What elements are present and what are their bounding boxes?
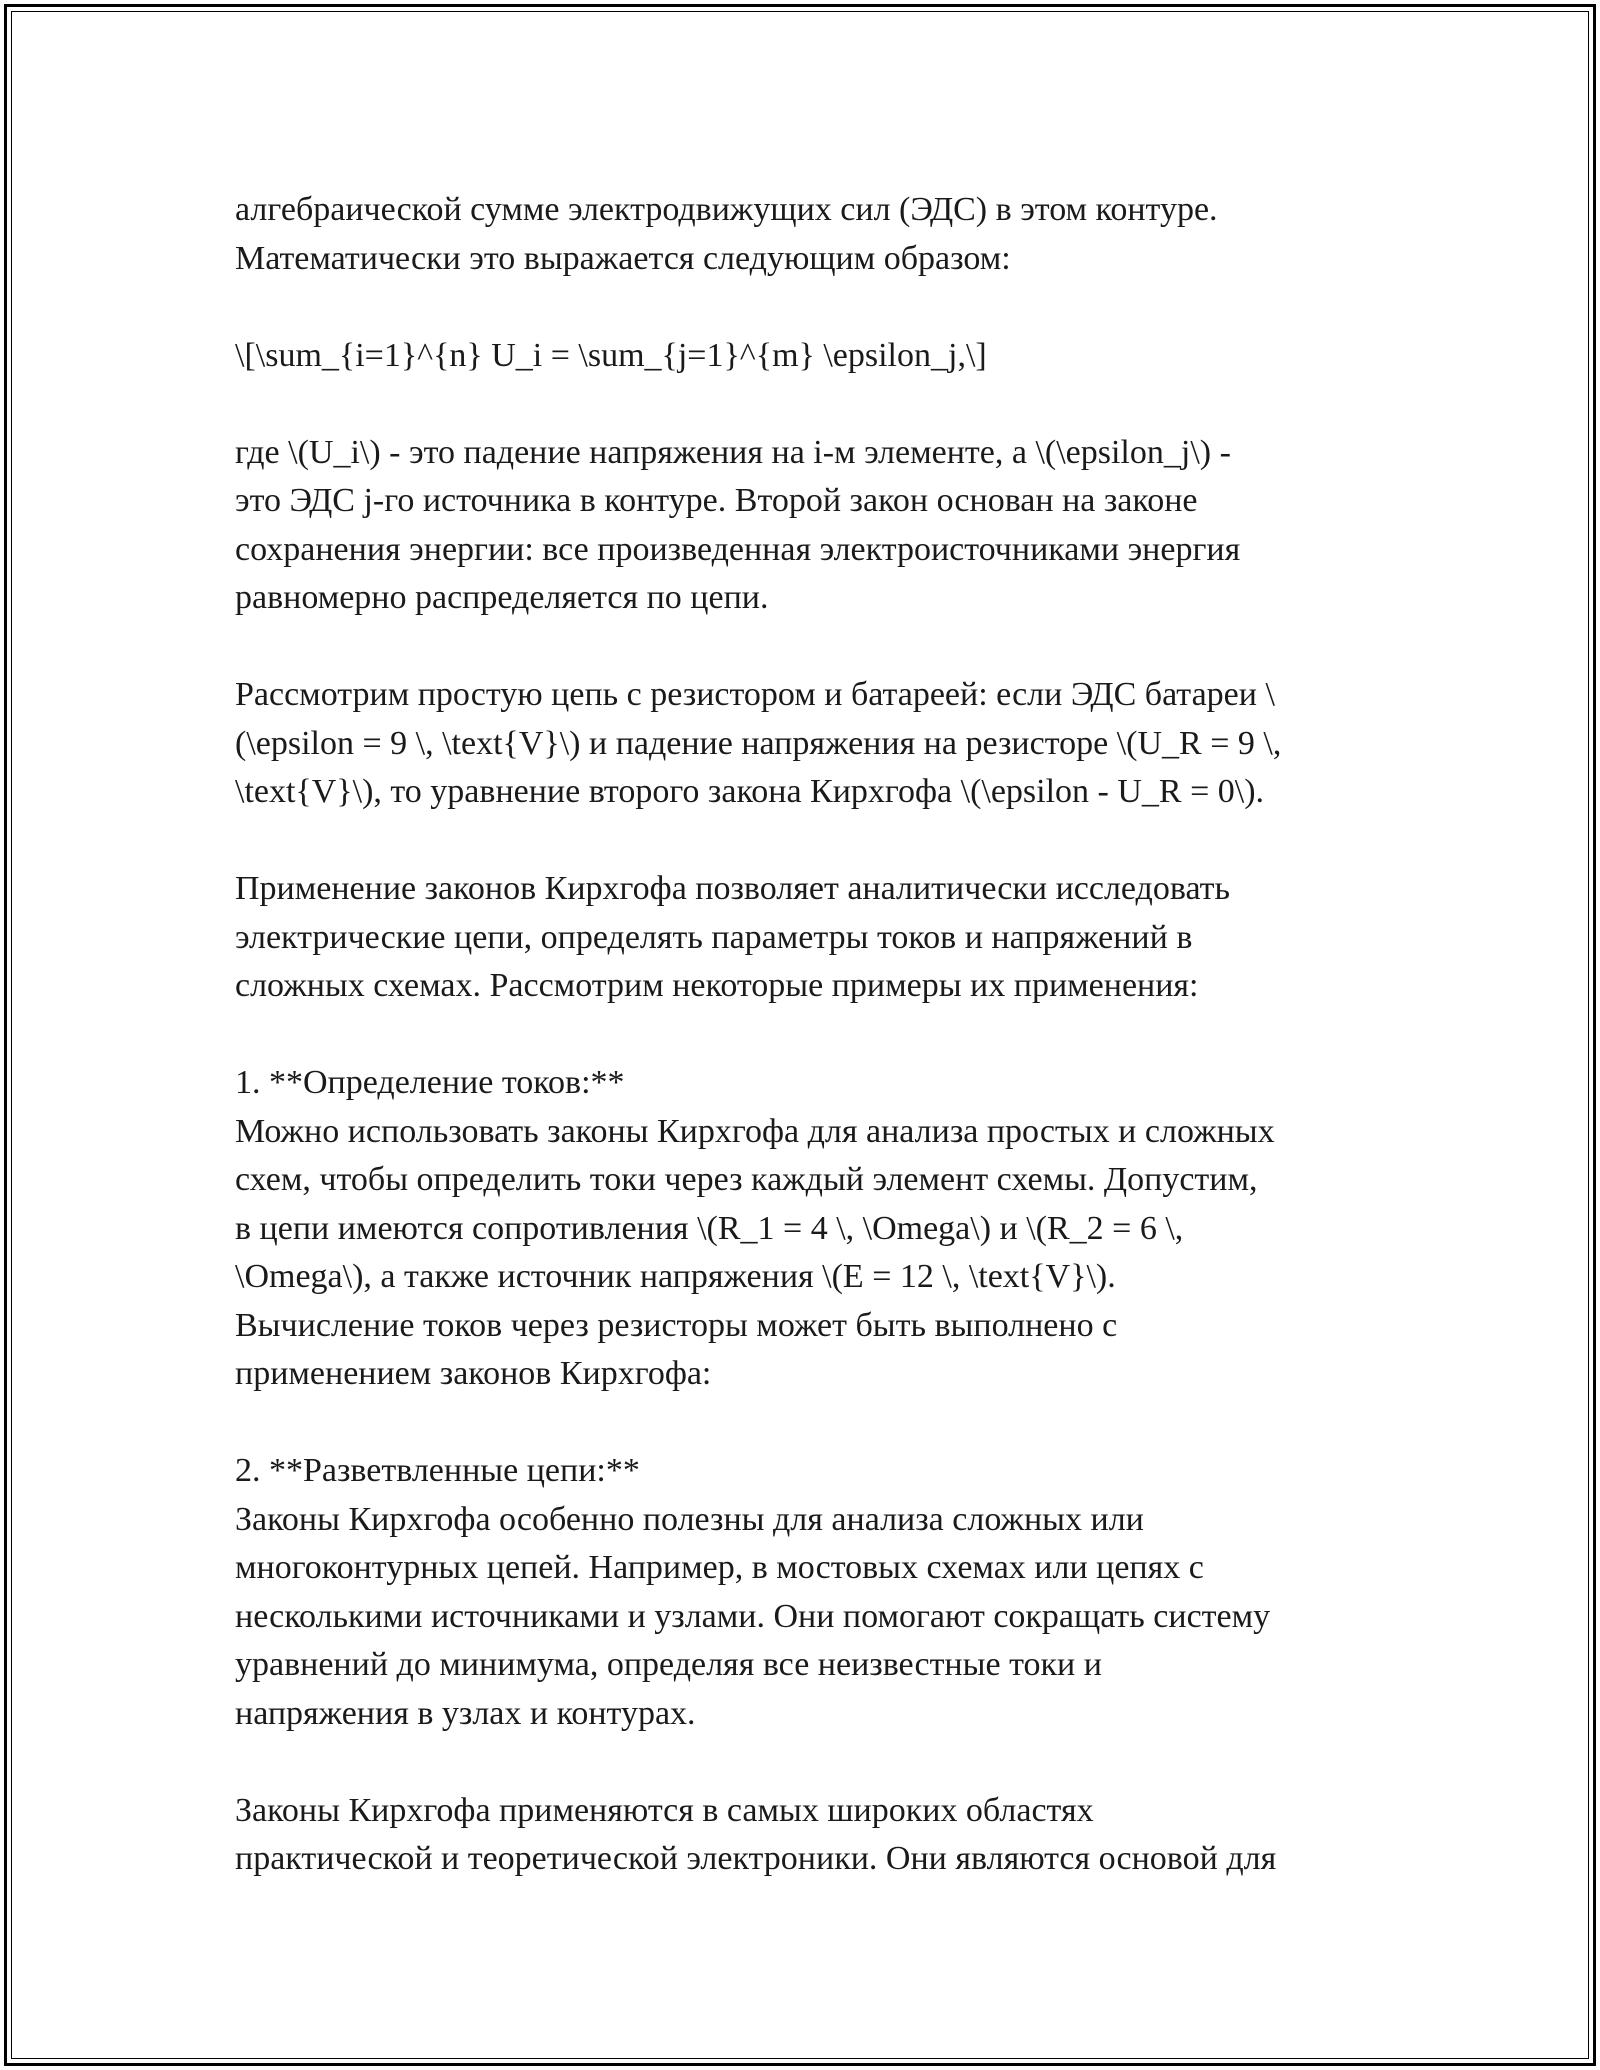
text-line: сохранения энергии: все произведенная электроисточниками энергия (235, 530, 1241, 568)
paragraph (235, 671, 1385, 817)
text-line: алгебраической сумме электродвижущих сил (ЭДС) в этом контуре. (235, 191, 1218, 228)
paragraph (235, 1447, 1385, 1738)
text-line: уравнений до минимума, определяя все неизвестные токи и (235, 1646, 1102, 1683)
text-line: сложных схемах. Рассмотрим некоторые примеры их применения: (235, 967, 1199, 1004)
text-line: \[\sum_{i=1}^{n} U_i = \sum_{j=1}^{m} \epsilon_j,\] (235, 336, 987, 374)
text-line: практической и теоретической электроники. Они являются основой для (235, 1840, 1277, 1877)
text-line: \Omega\), а также источник напряжения \(E = 12 \, \text{V}\). (235, 1258, 1116, 1295)
paragraph (235, 429, 1385, 623)
text-line: Вычисление токов через резисторы может быть выполнено с (235, 1306, 1118, 1344)
paragraph (235, 865, 1385, 1011)
text-line: напряжения в узлах и контурах. (235, 1694, 696, 1732)
paragraph (235, 332, 1385, 381)
text-line: Рассмотрим простую цепь с резистором и батареей: если ЭДС батареи \ (235, 676, 1275, 713)
text-line: многоконтурных цепей. Например, в мостовых схемах или цепях с (235, 1549, 1204, 1586)
text-line: несколькими источниками и узлами. Они помогают сокращать систему (235, 1597, 1271, 1635)
text-line: Законы Кирхгофа применяются в самых широких областях (235, 1791, 1094, 1829)
text-line: 2. **Разветвленные цепи:** (235, 1452, 640, 1489)
text-line: применением законов Кирхгофа: (235, 1355, 712, 1392)
text-line: равномерно распределяется по цепи. (235, 579, 769, 616)
text-line: схем, чтобы определить токи через каждый элемент схемы. Допустим, (235, 1161, 1258, 1198)
text-line: где \(U_i\) - это падение напряжения на i-м элементе, а \(\epsilon_j\) - (235, 433, 1231, 471)
text-line: \text{V}\), то уравнение второго закона Кирхгофа \(\epsilon - U_R = 0\). (235, 773, 1265, 810)
paragraph (235, 186, 1385, 283)
text-line: Законы Кирхгофа особенно полезны для анализа сложных или (235, 1500, 1144, 1538)
text-line: Можно использовать законы Кирхгофа для анализа простых и сложных (235, 1112, 1275, 1150)
document-body (235, 186, 1385, 1932)
text-line: электрические цепи, определять параметры токов и напряжений в (235, 918, 1193, 956)
text-line: это ЭДС j-го источника в контуре. Второй закон основан на законе (235, 482, 1198, 519)
text-line: в цепи имеются сопротивления \(R_1 = 4 \, \Omega\) и \(R_2 = 6 \, (235, 1209, 1184, 1247)
text-line: Математически это выражается следующим образом: (235, 239, 1011, 277)
text-line: 1. **Определение токов:** (235, 1064, 625, 1101)
paragraph (235, 1787, 1385, 1884)
paragraph (235, 1059, 1385, 1399)
text-line: Применение законов Кирхгофа позволяет аналитически исследовать (235, 870, 1231, 907)
text-line: (\epsilon = 9 \, \text{V}\) и падение напряжения на резисторе \(U_R = 9 \, (235, 724, 1282, 762)
